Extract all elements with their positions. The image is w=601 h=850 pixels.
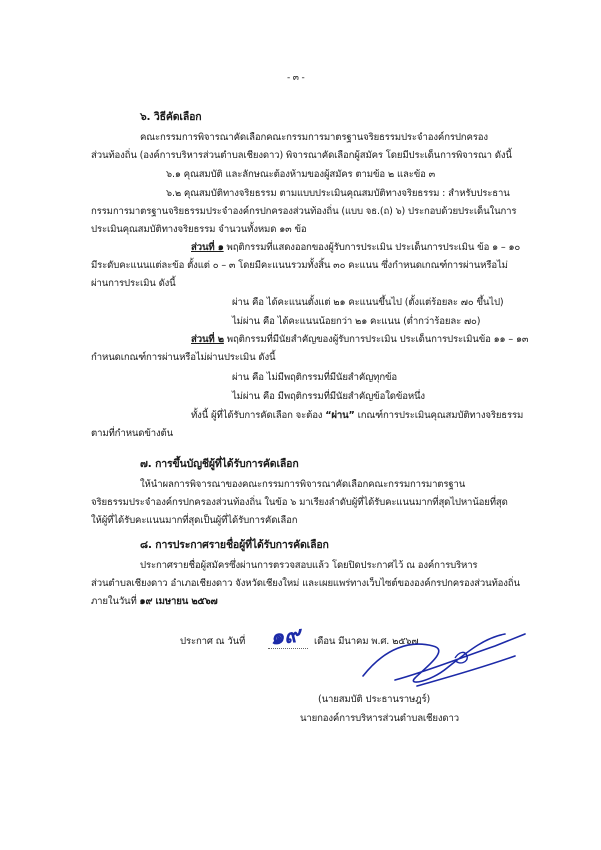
sec7-paragraph-line-2: จริยธรรมประจำองค์กรปกครองส่วนท้องถิ่น ในข้อ ๖ มาเรียงลำดับผู้ที่ได้รับคะแนนมากที่สุดไปหาน้อยที่สุด <box>91 497 508 508</box>
part-1-line-3: ผ่านการประเมิน ดังนี้ <box>91 278 176 289</box>
signer-title: นายกองค์การบริหารส่วนตำบลเชียงดาว <box>300 713 459 724</box>
page-number: - ๓ - <box>287 73 305 83</box>
sec6-item-6-2-line-2: กรรมการมาตรฐานจริยธรรมประจำองค์กรปกครองส่วนท้องถิ่น (แบบ จธ.(ถ) ๖) ประกอบด้วยประเด็นในการ <box>91 206 517 217</box>
section-8-heading: ๘. การประกาศรายชื่อผู้ที่ได้รับการคัดเลือก <box>140 539 329 551</box>
handwritten-day: ๑๙ <box>268 621 302 651</box>
announce-month-year: เดือน มีนาคม พ.ศ. ๒๕๖๗ <box>314 636 419 647</box>
part-1-text: พฤติกรรมที่แสดงออกของผู้รับการประเมิน ประเด็นการประเมิน ข้อ ๑ – ๑๐ <box>223 242 521 253</box>
announcement-deadline: ๑๙ เมษายน ๒๕๖๗ <box>139 596 218 607</box>
part-2-pass-criteria: ผ่าน คือ ไม่มีพฤติกรรมที่มีนัยสำคัญทุกข้อ <box>232 372 398 383</box>
sec6-item-6-2-line-3: ประเมินคุณสมบัติทางจริยธรรม จำนวนทั้งหมด ๑๓ ข้อ <box>91 224 307 235</box>
sec6-paragraph-line-1: คณะกรรมการพิจารณาคัดเลือกคณะกรรมการมาตรฐานจริยธรรมประจำองค์กรปกครอง <box>140 132 488 143</box>
signature-scribble <box>355 628 530 693</box>
part-1-fail-criteria: ไม่ผ่าน คือ ได้คะแนนน้อยกว่า ๒๑ คะแนน (ต่ำกว่าร้อยละ ๗๐) <box>232 316 481 327</box>
part-2-fail-criteria: ไม่ผ่าน คือ มีพฤติกรรมที่มีนัยสำคัญข้อใดข้อหนึ่ง <box>232 391 425 402</box>
sec6-paragraph-line-2: ส่วนท้องถิ่น (องค์การบริหารส่วนตำบลเชียงดาว) พิจารณาคัดเลือกผู้สมัคร โดยมีประเด็นการพิจารณา ดังนี้ <box>91 150 512 161</box>
sec8-paragraph-line-3: ภายในวันที่ ๑๙ เมษายน ๒๕๖๗ <box>91 596 218 607</box>
sec8-paragraph-line-1: ประกาศรายชื่อผู้สมัครซึ่งผ่านการตรวจสอบแล้ว โดยปิดประกาศไว้ ณ องค์การบริหาร <box>140 560 478 571</box>
part-1-line-2: มีระดับคะแนนแต่ละข้อ ตั้งแต่ ๐ – ๓ โดยมีคะแนนรวมทั้งสิ้น ๓๐ คะแนน ซึ่งกำหนดเกณฑ์การผ่านหรือไม่ <box>91 260 508 271</box>
part-2-line-1 <box>191 334 528 346</box>
sec6-item-6-1: ๖.๑ คุณสมบัติ และลักษณะต้องห้ามของผู้สมัคร ตามข้อ ๒ และข้อ ๓ <box>166 169 436 180</box>
signer-name: (นายสมบัติ ประธานราษฎร์) <box>318 694 431 705</box>
part-1-line-1 <box>191 242 520 254</box>
sec7-paragraph-line-1: ให้นำผลการพิจารณาของคณะกรรมการพิจารณาคัดเลือกคณะกรรมการมาตรฐาน <box>140 479 466 490</box>
part-2-text: พฤติกรรมที่มีนัยสำคัญของผู้รับการประเมิน ประเด็นการประเมินข้อ ๑๑ – ๑๓ <box>223 334 529 345</box>
section-6-heading: ๖. วิธีคัดเลือก <box>140 111 202 123</box>
section-7-heading: ๗. การขึ้นบัญชีผู้ที่ได้รับการคัดเลือก <box>140 458 299 470</box>
part-2-label: ส่วนที่ ๒ <box>191 334 224 345</box>
part-1-label: ส่วนที่ ๑ <box>191 242 224 253</box>
announce-prefix: ประกาศ ณ วันที่ <box>180 636 246 647</box>
sec6-item-6-2-line-1: ๖.๒ คุณสมบัติทางจริยธรรม ตามแบบประเมินคุณสมบัติทางจริยธรรม : สำหรับประธาน <box>166 188 510 199</box>
sec6-note-line-2: ตามที่กำหนดข้างต้น <box>91 428 174 439</box>
part-2-line-2: กำหนดเกณฑ์การผ่านหรือไม่ผ่านประเมิน ดังนี้ <box>91 352 276 363</box>
sec8-paragraph-line-2: ส่วนตำบลเชียงดาว อำเภอเชียงดาว จังหวัดเชียงใหม่ และเผยแพร่ทางเว็บไซต์ขององค์กรปกครองส่วนท้องถิ่น <box>91 578 520 589</box>
sec6-note-line-1: ทั้งนี้ ผู้ที่ได้รับการคัดเลือก จะต้อง “ผ่าน” เกณฑ์การประเมินคุณสมบัติทางจริยธรรม <box>191 410 524 421</box>
pass-emphasis: “ผ่าน” <box>325 410 355 421</box>
sec7-paragraph-line-3: ให้ผู้ที่ได้รับคะแนนมากที่สุดเป็นผู้ที่ได้รับการคัดเลือก <box>91 515 298 526</box>
part-1-pass-criteria: ผ่าน คือ ได้คะแนนตั้งแต่ ๒๑ คะแนนขึ้นไป (ตั้งแต่ร้อยละ ๗๐ ขึ้นไป) <box>232 297 504 308</box>
